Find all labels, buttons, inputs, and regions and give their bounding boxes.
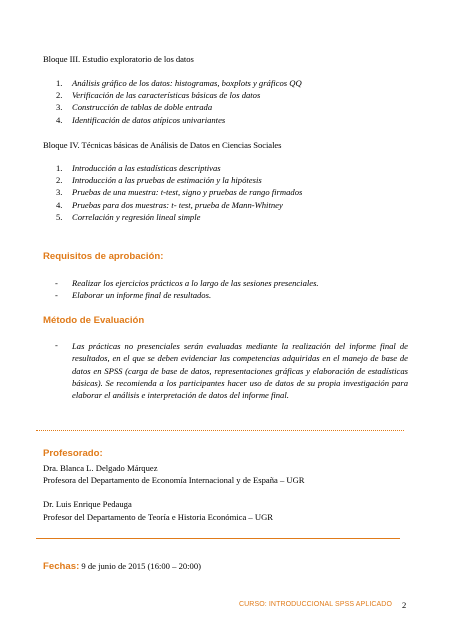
- evaluacion-heading: Método de Evaluación: [43, 315, 145, 326]
- list-item: - Elaborar un informe final de resultados.: [55, 290, 212, 301]
- list-item: 5. Correlación y regresión lineal simple: [56, 211, 201, 222]
- professor-1-name: Dra. Blanca L. Delgado Márquez: [43, 463, 158, 473]
- list-item: 3. Construcción de tablas de doble entrada: [56, 102, 213, 113]
- fechas-value: 9 de junio de 2015 (16:00 – 20:00): [81, 561, 202, 571]
- profesorado-heading: Profesorado:: [43, 448, 103, 459]
- professor-2-name: Dr. Luis Enrique Pedauga: [43, 499, 132, 509]
- requisitos-heading: Requisitos de aprobación:: [43, 251, 164, 262]
- footer-course-title: CURSO: INTRODUCCIONAL SPSS APLICADO: [239, 601, 392, 608]
- list-item: 1. Introducción a las estadísticas descriptivas: [56, 163, 221, 173]
- list-item: 4. Pruebas para dos muestras: t- test, prueba de Mann-Whitney: [56, 199, 283, 210]
- evaluacion-dash: -: [55, 340, 58, 350]
- evaluacion-paragraph: Las prácticas no presenciales serán evaluadas mediante la realización del informe final de resultados, en el que se deben evidenciar las competencias adquiridas en el manejo de base de datos en SPSS (carga de base de datos, representaciones gráficas y elaboración de estadísticas básicas). Se recomienda a los participantes hacer uso de datos de su propia investigación para elaborar el análisis e interpretación de datos del informe final.: [72, 341, 408, 401]
- professor-1-role: Profesora del Departamento de Economía Internacional y de España – UGR: [43, 475, 305, 485]
- fechas-label: Fechas:: [43, 561, 80, 572]
- list-item: 2. Verificación de las características básicas de los datos: [56, 90, 261, 101]
- list-item: 2. Introducción a las pruebas de estimación y la hipótesis: [56, 175, 262, 186]
- bloque-iv-list: [56, 162, 302, 223]
- list-item: - Realizar los ejercicios prácticos a lo largo de las sesiones presenciales.: [55, 278, 319, 288]
- bloque-iv-title: Bloque IV. Técnicas básicas de Análisis de Datos en Ciencias Sociales: [43, 140, 282, 150]
- fechas-line: [43, 561, 201, 572]
- requisitos-list: [55, 277, 319, 302]
- dotted-divider: [36, 430, 404, 431]
- page-number: 2: [402, 600, 407, 610]
- list-item: 4. Identificación de datos atípicos univariantes: [56, 114, 226, 125]
- list-item: 3. Pruebas de una muestra: t-test, signo y pruebas de rango firmados: [56, 187, 303, 198]
- solid-divider: [36, 538, 400, 539]
- professor-2-role: Profesor del Departamento de Teoría e Historia Económica – UGR: [43, 512, 274, 522]
- bloque-iii-list: [56, 77, 302, 126]
- list-item: 1. Análisis gráfico de los datos: histogramas, boxplots y gráficos QQ: [56, 78, 302, 88]
- bloque-iii-title: Bloque III. Estudio exploratorio de los datos: [43, 54, 194, 64]
